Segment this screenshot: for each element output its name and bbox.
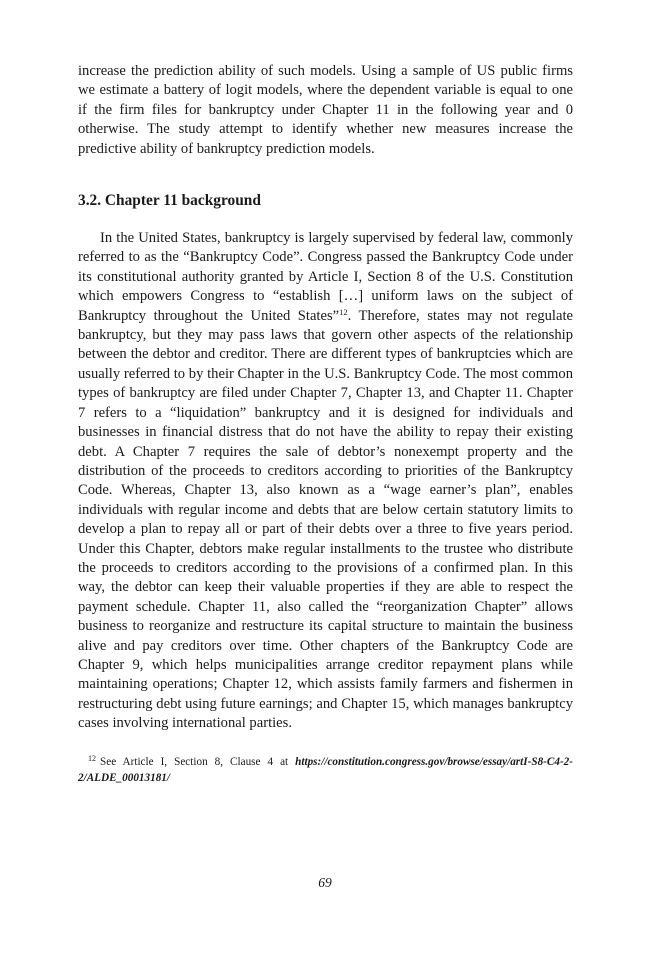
section-body-after-note: . Therefore, states may not regulate bankruptcy, but they may pass laws that govern other aspects of the relationship between the debtor and creditor. There are different types of bankruptcies which are usually referred to by their Chapter in the U.S. Bankruptcy Code. The most common types of bankruptcy are filed under Chapter 7, Chapter 13, and Chapter 11. Chapter 7 refers to a “liquidation” bankruptcy and it is designed for individuals and businesses in financial distress that do not have the ability to repay their existing debt. A Chapter 7 requires the sale of debtor’s nonexempt property and the distribution of the proceeds to creditors according to priorities of the Bankruptcy Code. Whereas, Chapter 13, also known as a “wage earner’s plan”, enables individuals with regular income and debts that are below certain statutory limits to develop a plan to repay all or part of their debts over a three to five years period. Under this Chapter, debtors make regular installments to the trustee who distribute the proceeds to creditors according to the provisions of a confirmed plan. In this way, the debtor can keep their valuable properties if they are able to respect the payment schedule. Chapter 11, also called the “reorganization Chapter” allows business to reorganize and restructure its capital structure to maintain the business alive and pay creditors over time. Other chapters of the Bankruptcy Code are Chapter 9, which helps municipalities arrange creditor repayment plans while maintaining operations; Chapter 12, which assists family farmers and fishermen in restructuring debt using future earnings; and Chapter 15, which manages bankruptcy cases involving international parties. (78, 307, 573, 732)
footnote-number: 12 (88, 753, 96, 763)
section-body-before-note: In the United States, bankruptcy is largely supervised by federal law, commonly referred to as the “Bankruptcy Code”. Congress passed the Bankruptcy Code under its constitutional authority granted by Article I, Section 8 of the U.S. Constitution which empowers Congress to “establish […] uniform laws on the subject of Bankruptcy throughout the United States” (78, 230, 573, 324)
footnote-reference[interactable]: 12 (339, 306, 348, 317)
footnote-link[interactable]: https://constitution.congress.gov/browse/essay/artI-S8-C4-2-2/ALDE_00013181/ (78, 755, 573, 784)
section-heading: 3.2. Chapter 11 background (78, 192, 261, 210)
footnote-text: See Article I, Section 8, Clause 4 at (100, 755, 296, 768)
intro-paragraph: increase the prediction ability of such models. Using a sample of US public firms we estimate a battery of logit models, where the dependent variable is equal to one if the firm files for bankruptcy under Chapter 11 in the following year and 0 otherwise. The study attempt to identify whether new measures increase the predictive ability of bankruptcy prediction models. (78, 63, 573, 157)
page-number: 69 (318, 875, 332, 890)
section-body-paragraph (78, 229, 573, 734)
footnote (78, 754, 573, 787)
page-content (78, 62, 573, 786)
